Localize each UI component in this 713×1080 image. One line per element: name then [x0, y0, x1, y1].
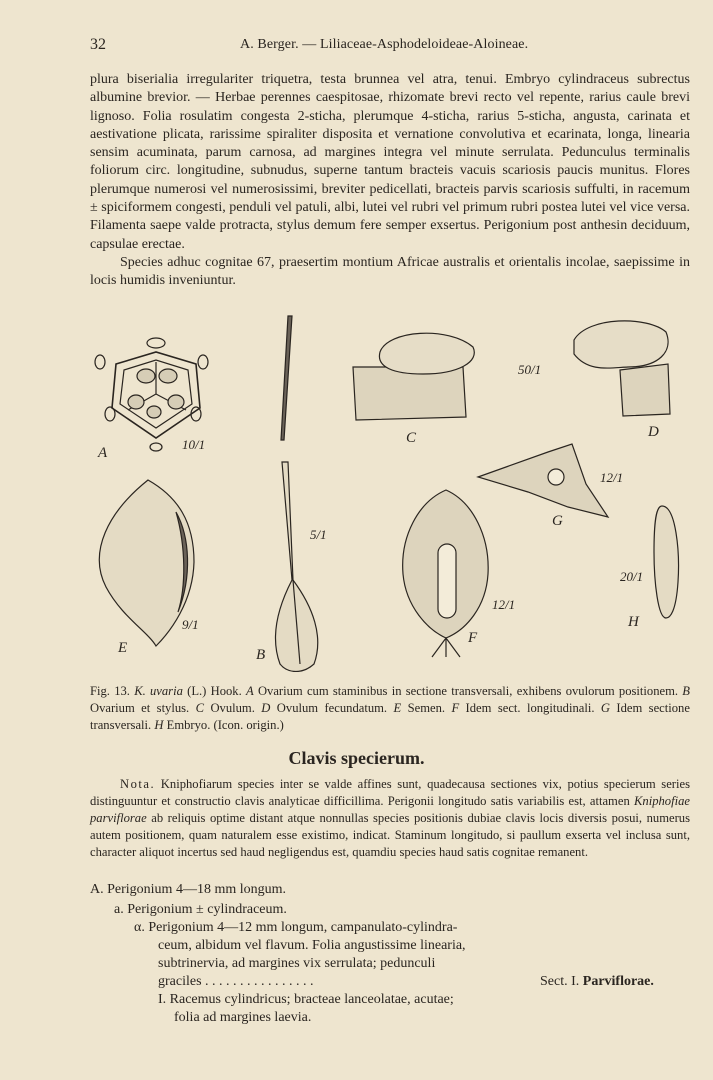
caption-label-f: F [451, 701, 460, 715]
key-entry-i-line-2: folia ad margines laevia. [174, 1010, 312, 1025]
figure-scale-b: 5/1 [310, 527, 327, 542]
key-section-heading [540, 973, 654, 991]
caption-text-a: Ovarium cum staminibus in sectione transversali, exhibens ovulorum positionem. [257, 684, 679, 698]
figure-scale-f: 12/1 [492, 597, 516, 612]
caption-species: K. uvaria [134, 684, 183, 698]
key-entry-alpha-line-1: α. Perigonium 4—12 mm longum, campanulato-cylindra- [134, 920, 458, 935]
figure-scale-h: 20/1 [620, 569, 644, 584]
figure-e-drawing [99, 480, 194, 646]
caption-text-d: Ovulum fecundatum. [276, 701, 388, 715]
caption-source: (Icon. origin.) [213, 718, 284, 732]
figure-label-d: D [648, 424, 659, 440]
caption-label-e: E [393, 701, 402, 715]
paragraph-1: plura biserialia irregulariter triquetra, testa brunnea vel atra, tenui. Embryo cylindraceus subrectus albumine brevior. — Herbae perennes caespitosae, rhizomate brevi recto vel repente, rarius caule brevi lignoso. Folia rosulatim congesta 2-sticha, plerumque 4-sticha, rarius 5-sticha, angusta, carinata et aestivatione plicata, rarissime spiraliter disposita et vernatione convolutiva et ecarinata, longa, linearia sensim acuminata, parum carnosa, ad margines integra vel minute serrulata. Pedunculus terminalis foliorum circ. longitudine, subnudus, superne tantum bracteis vacuis scariosis paucis munitus. Flores plerumque numerosi vel numerosissimi, breviter pedicellati, bracteis parvis scariosis suffulti, in racemum ± spiciformem congesti, penduli vel patuli, albi, lutei vel rubri vel primum rubri postea lutei vel vice versa. Filamenta saepe valde protracta, stylus demum fere semper exsertus. Perigonium post anthesin deciduum, capsulae erectae. [90, 72, 690, 252]
key-entry-alpha-line-3: subtrinervia, ad margines vix serrulata; pedunculi [158, 956, 436, 971]
paragraph-2: Species adhuc cognitae 67, praesertim montium Africae australis et orientalis incolae, saepissime in locis humidis inveniuntur. [90, 254, 690, 289]
caption-label-a: A [245, 684, 254, 698]
figure-h-drawing [654, 506, 678, 618]
nota-head: Nota. [120, 777, 156, 791]
figure-label-b: B [256, 647, 266, 663]
figure-c-drawing [353, 333, 474, 420]
caption-label-h: H [154, 718, 164, 732]
figure-label-g: G [552, 513, 563, 529]
nota-text-1: Kniphofiarum species inter se valde affines sunt, quadecausa sectiones vix, potius specierum series distinguuntur et constructio clavis analyticae difficillima. Perigonii longitudo satis variabilis est, attamen [90, 777, 690, 808]
figure-scale-cd: 50/1 [518, 362, 542, 377]
caption-text-f: Idem sect. longitudinali. [465, 701, 595, 715]
nota-italic: Kniphofiae parviflorae [90, 794, 690, 825]
figure-label-e: E [118, 640, 128, 656]
key-section-label: Sect. I. [540, 974, 580, 989]
caption-label-g: G [600, 701, 610, 715]
figure-caption [90, 683, 690, 734]
figure-scale-e: 9/1 [182, 617, 199, 632]
key-entry-a-upper: A. Perigonium 4—18 mm longum. [90, 882, 286, 897]
caption-text-g: Idem sectione transversali. [90, 701, 690, 732]
nota-text [90, 776, 690, 861]
figure-scale-a: 10/1 [182, 437, 206, 452]
caption-author: (L.) Hook. [187, 684, 242, 698]
figure-scale-g: 12/1 [600, 470, 624, 485]
figure-label-f: F [468, 630, 478, 646]
figure-13 [88, 312, 688, 672]
caption-label-c: C [195, 701, 205, 715]
caption-text-e: Semen. [407, 701, 446, 715]
body-text [90, 71, 690, 291]
section-title: Clavis specierum. [288, 748, 425, 768]
key-entry-a-lower: a. Perigonium ± cylindraceum. [114, 902, 287, 917]
figure-label-h: H [628, 614, 639, 630]
figure-label-a: A [98, 445, 108, 461]
figure-illustration [88, 312, 688, 672]
nota-text-2: ab reliquis optime distant atque nonnullas species positionis dubiae clavis locis diversis posui, numerus autem positionem, quam naturalem esse existimo, indicat. Staminum longitudo, si paullum exserta vel inclusa sunt, character aliquot incertus sed haud negligendus est, quamdiu species haud satis cognitae remanent. [90, 811, 690, 859]
nota-paragraph [90, 776, 690, 861]
key-section-name: Parviflorae. [582, 974, 654, 989]
figure-caption-text [90, 683, 690, 734]
figure-g-drawing [478, 444, 608, 517]
page-number: 32 [90, 36, 106, 53]
figure-b-drawing [276, 462, 318, 672]
key-entry-alpha-line-4: graciles . . . . . . . . . . . . . . . . [158, 974, 314, 989]
caption-text-c: Ovulum. [210, 701, 255, 715]
caption-label-d: D [261, 701, 271, 715]
figure-d-drawing [574, 321, 670, 416]
caption-text-b: Ovarium et stylus. [90, 701, 190, 715]
caption-fig: Fig. 13. [90, 684, 130, 698]
key-entry-i-line-1: I. Racemus cylindricus; bracteae lanceolatae, acutae; [158, 992, 454, 1007]
page-header [90, 36, 670, 56]
running-title: A. Berger. — Liliaceae-Asphodeloideae-Aloineae. [240, 37, 529, 52]
key-entry-alpha-line-2: ceum, albidum vel flavum. Folia angustissime linearia, [158, 938, 466, 953]
figure-a-drawing [95, 338, 208, 451]
caption-text-h: Embryo. [166, 718, 211, 732]
figure-style-drawing [281, 316, 292, 440]
figure-label-c: C [406, 430, 417, 446]
caption-label-b: B [682, 684, 690, 698]
